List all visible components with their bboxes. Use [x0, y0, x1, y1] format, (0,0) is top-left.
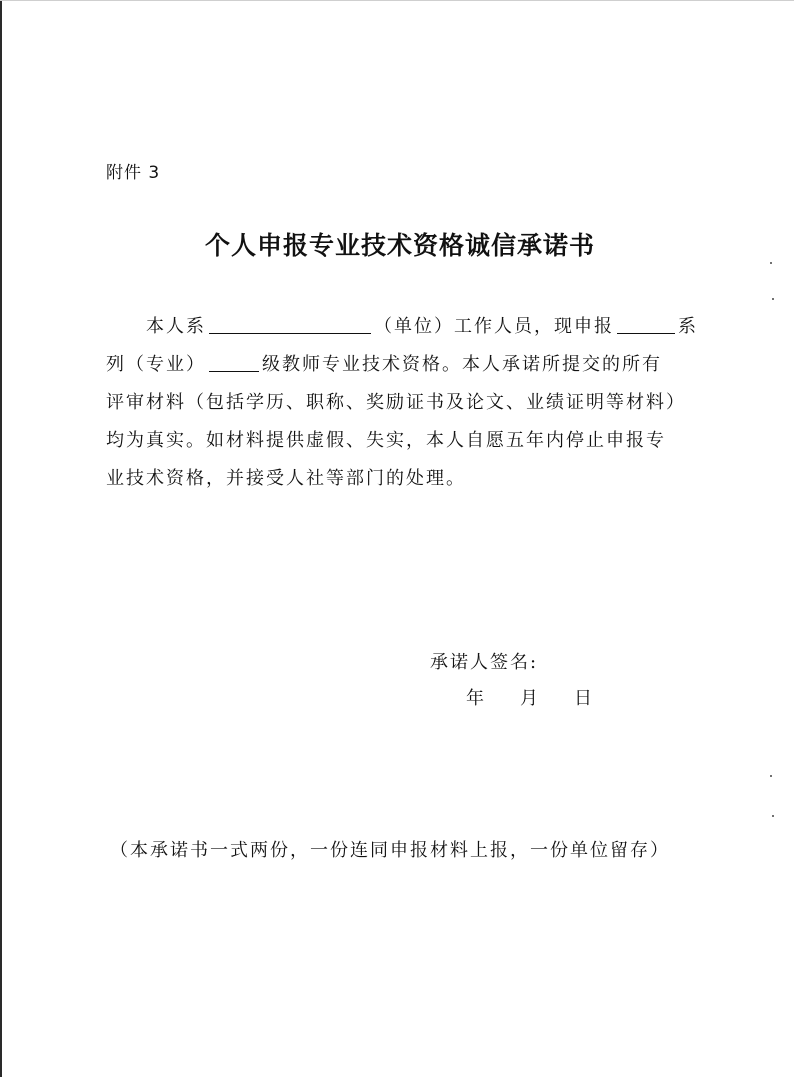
date-year: 年: [466, 688, 484, 709]
scan-speck: [772, 298, 774, 300]
attachment-label: 附件 3: [106, 163, 161, 183]
body-text-level: 级教师专业技术资格。本人承诺所提交的所有: [262, 354, 662, 375]
scan-speck: [770, 262, 772, 264]
body-line-2: [106, 346, 692, 384]
level-blank-field[interactable]: [209, 353, 259, 372]
body-text-series: 系: [678, 316, 698, 337]
body-line-5: 业技术资格，并接受人社等部门的处理。: [106, 468, 466, 489]
document-title: 个人申报专业技术资格诚信承诺书: [204, 231, 595, 260]
body-text-major: 列（专业）: [106, 354, 206, 375]
body-line-1: [106, 308, 698, 346]
scan-left-edge: [0, 0, 2, 1077]
signature-label: 承诺人签名:: [430, 652, 539, 673]
scan-top-edge: [0, 0, 794, 1]
date-row: [466, 684, 592, 710]
commitment-body: [106, 308, 698, 498]
body-line-3: 评审材料（包括学历、职称、奖励证书及论文、业绩证明等材料）: [106, 392, 686, 413]
scan-speck: [770, 775, 772, 777]
body-line-4: 均为真实。如材料提供虚假、失实，本人自愿五年内停止申报专: [106, 430, 666, 451]
scan-speck: [772, 815, 774, 817]
date-month: 月: [520, 688, 538, 709]
body-text-unit: （单位）工作人员，现申报: [374, 316, 614, 337]
body-text-self: 本人系: [146, 316, 206, 337]
date-day: 日: [574, 688, 592, 709]
unit-blank-field[interactable]: [209, 315, 371, 334]
series-blank-field[interactable]: [617, 315, 675, 334]
copies-note: （本承诺书一式两份，一份连同申报材料上报，一份单位留存）: [110, 840, 670, 861]
